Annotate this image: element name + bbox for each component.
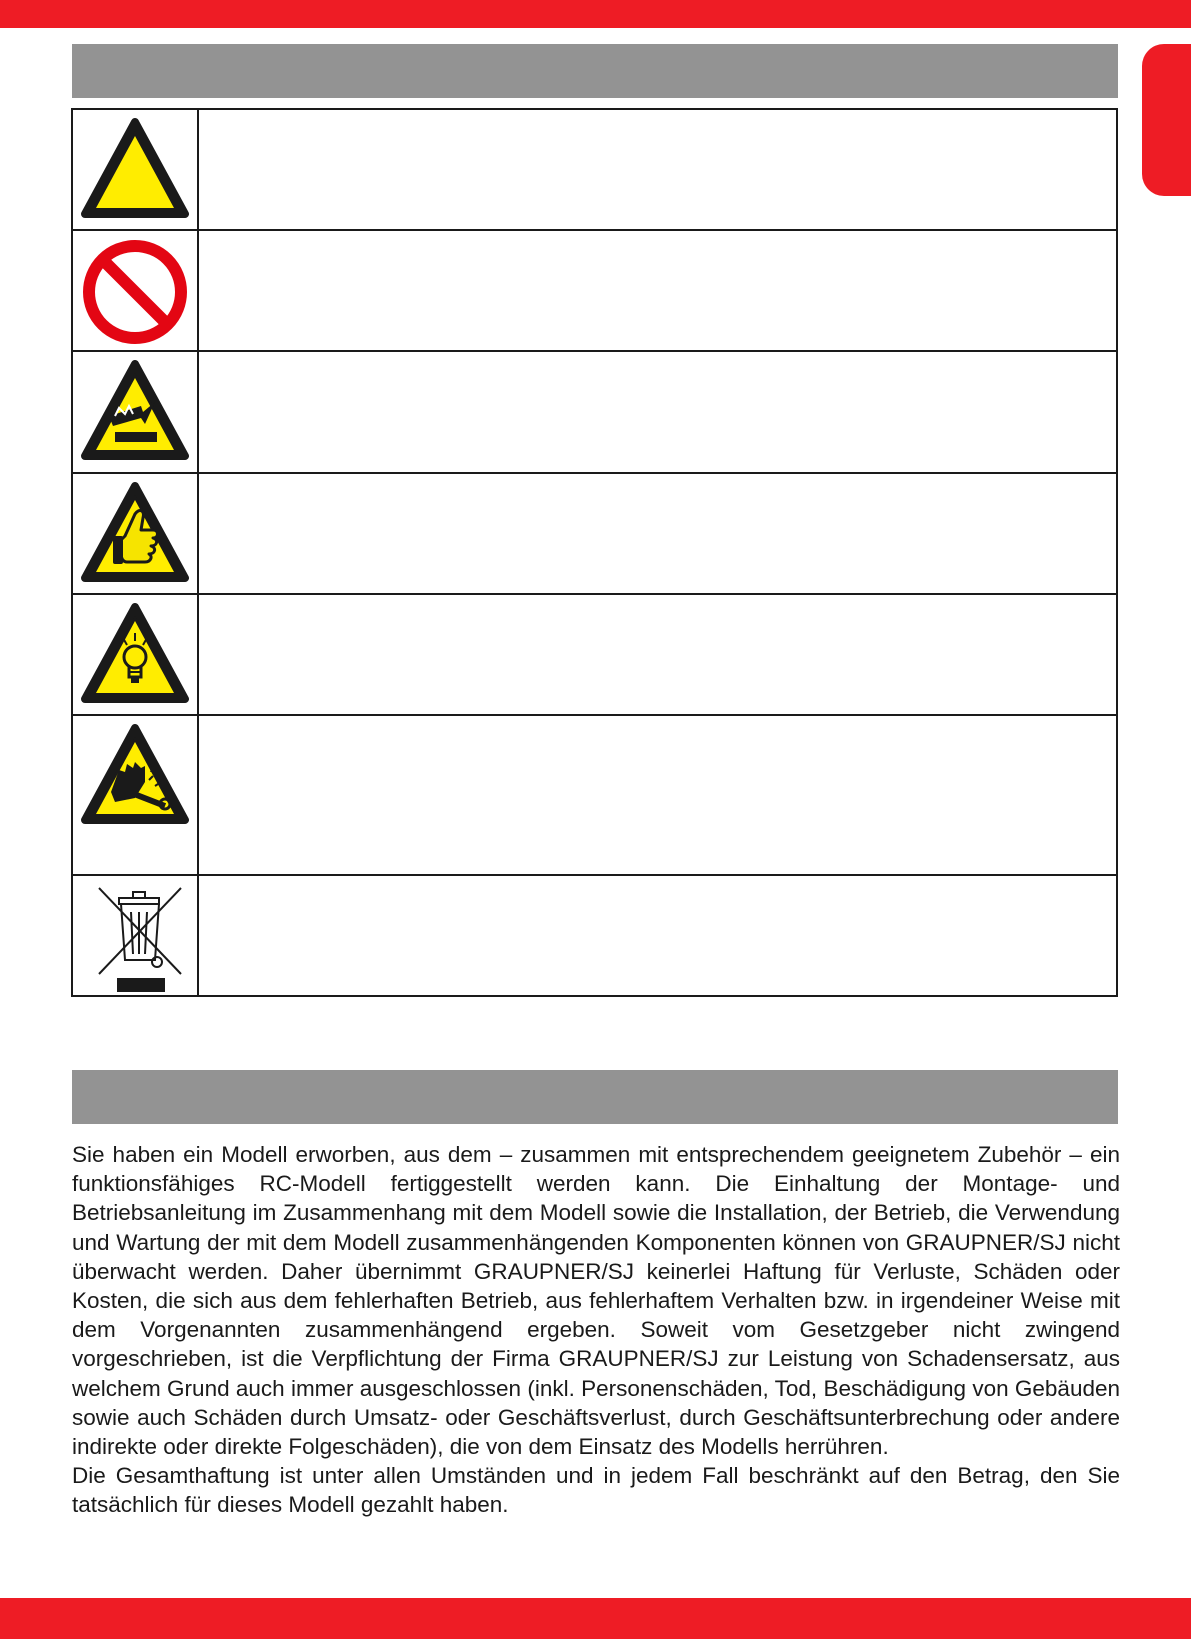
corrosive-hazard-icon — [79, 358, 191, 462]
symbol-text — [198, 109, 1117, 230]
table-row — [72, 109, 1117, 230]
top-red-bar — [0, 0, 1191, 28]
icon-cell — [72, 109, 198, 230]
icon-cell — [72, 230, 198, 351]
liability-text — [72, 1140, 1120, 1520]
icon-cell — [72, 473, 198, 594]
symbol-text — [198, 715, 1117, 875]
symbol-text — [198, 473, 1117, 594]
warning-triangle-icon — [79, 116, 191, 220]
symbol-text — [198, 230, 1117, 351]
table-row — [72, 351, 1117, 473]
prohibition-icon — [79, 237, 191, 347]
section-header-band-symbols — [72, 44, 1118, 98]
table-row — [72, 875, 1117, 996]
thumbs-up-icon — [79, 480, 191, 584]
icon-cell — [72, 715, 198, 875]
symbol-legend-table — [71, 108, 1118, 997]
table-row — [72, 230, 1117, 351]
paragraph: Sie haben ein Modell erworben, aus dem – zusammen mit entsprechendem geeignetem Zubehör – ein funktionsfähiges RC-Modell fertiggestellt werden kann. Die Einhaltung der Montage- und Betriebsanleitung im Zusammenhang mit dem Modell sowie die Installation, der Betrieb, die Verwendung und Wartung der mit dem Modell zusammenhängenden Komponenten können von GRAUPNER/SJ nicht überwacht werden. Daher übernimmt GRAUPNER/SJ keinerlei Haftung für Verluste, Schäden oder Kosten, die sich aus dem fehlerhaften Betrieb, aus fehlerhaftem Verhalten bzw. in irgendeiner Weise mit dem Vorgenannten zusammenhängend ergeben. Soweit vom Gesetzgeber nicht zwingend vorgeschrieben, ist die Verpflichtung der Firma GRAUPNER/SJ zur Leistung von Schadensersatz, aus welchem Grund auch immer ausgeschlossen (inkl. Personenschäden, Tod, Beschädigung von Gebäuden sowie auch Schäden durch Umsatz- oder Geschäftsverlust, durch Geschäftsunterbrechung oder andere indirekte oder direkte Folgeschäden), die von dem Einsatz des Modells herrühren. — [72, 1142, 1120, 1460]
section-header-band-liability — [72, 1070, 1118, 1124]
bottom-red-bar — [0, 1598, 1191, 1639]
hand-injury-hazard-icon — [79, 722, 191, 826]
table-row — [72, 473, 1117, 594]
symbol-text — [198, 594, 1117, 715]
side-language-tab — [1142, 44, 1191, 196]
paragraph: Die Gesamthaftung ist unter allen Umständen und in jedem Fall beschränkt auf den Betrag, den Sie tatsächlich für dieses Modell gezahlt haben. — [72, 1463, 1120, 1518]
icon-cell — [72, 351, 198, 473]
icon-cell — [72, 594, 198, 715]
icon-cell — [72, 875, 198, 996]
table-row — [72, 715, 1117, 875]
symbol-text — [198, 351, 1117, 473]
table-row — [72, 594, 1117, 715]
symbol-text — [198, 875, 1117, 996]
crossed-out-bin-icon — [79, 882, 191, 994]
lightbulb-tip-icon — [79, 601, 191, 705]
